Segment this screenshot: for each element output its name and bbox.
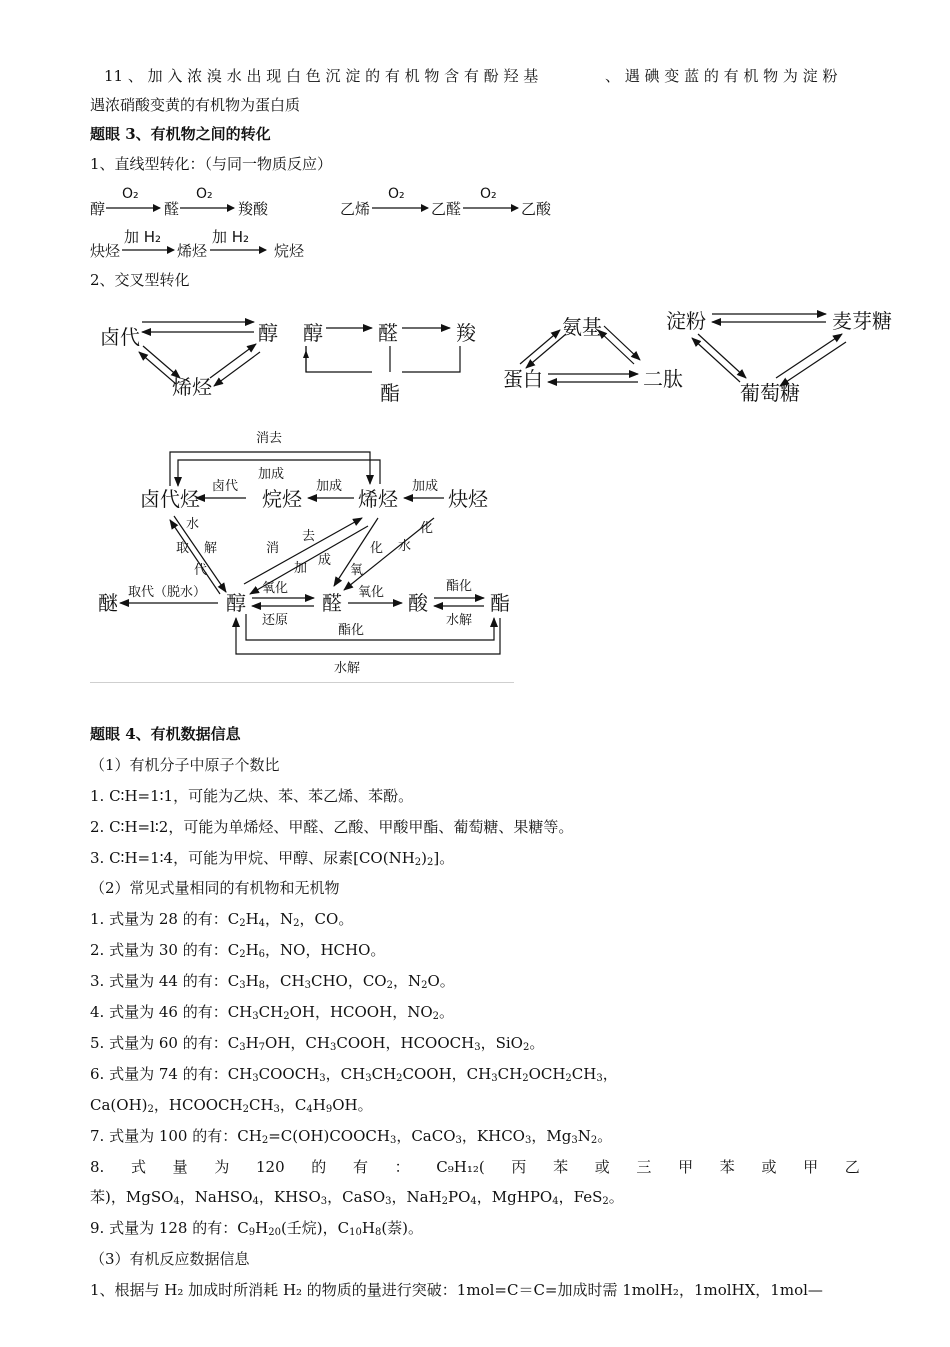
tri1-c: 烯烃 [172,375,212,399]
section4-title: 题眼 4、有机数据信息 [90,725,241,743]
net-qu: 取 [176,541,190,556]
chain3-r2: 加 H₂ [212,228,250,246]
net-oxid1: 氧化 [262,581,289,596]
organic-conversion-network [98,430,510,676]
mass-row-2: 2. 式量为 30 的有：$C_2H_6$，NO，HCHO。 [90,941,386,960]
chain1-r1: O₂ [122,186,139,202]
net-hua: 化 [370,541,384,556]
chain3-r1: 加 H₂ [124,228,162,246]
net-elim-top: 消去 [256,431,283,446]
mass-row-6: 6. 式量为 74 的有：$CH_3COOCH_3$，$CH_3CH_2COOH$，$CH_3CH_2OCH_2CH_3$， [90,1065,618,1084]
chain2-c: 乙酸 [521,200,552,218]
net-xiao: 消 [266,541,280,556]
p11-line1-left: 11 、 加 入 浓 溴 水 出 现 白 色 沉 淀 的 有 机 物 含 有 酚 羟 基 [104,67,539,85]
linear-chain-2 [340,186,552,218]
net-ether-label: 取代（脱水） [128,585,207,600]
chain3-c: 烷烃 [274,242,305,260]
net-alkane: 烷烃 [262,487,302,511]
chain1-b: 醛 [164,200,180,218]
mass-row-4: 4. 式量为 46 的有：$CH_3CH_2OH$，HCOOH，$NO_2$。 [90,1003,455,1022]
tri1-b: 醇 [258,321,278,345]
mass-row-7: 7. 式量为 100 的有：$CH_2=C(OH)COOCH_3$，CaCO$_3$，$KHCO_3$，$Mg_3N_2$。 [90,1127,613,1146]
net-esterif2: 酯化 [338,623,365,638]
triangle-starch-maltose-glucose [666,309,892,405]
net-ether: 醚 [98,591,118,615]
mass-row-3: 3. 式量为 44 的有：$C_3H_8$，$CH_3CHO$，$CO_2$，$N_2O$。 [90,972,455,991]
net-reduction: 还原 [262,613,289,628]
chain3-a: 炔烃 [90,242,121,260]
mass-row-8-cont: 苯)，MgSO$_4$，NaHSO$_4$，$KHSO_3$，CaSO$_3$，$NaH_2PO_4$，MgHPO$_4$，FeS$_2$。 [90,1188,624,1207]
chain2-a: 乙烯 [340,200,371,218]
ratio-row-1: 1. C∶H=1∶1，可能为乙炔、苯、苯乙烯、苯酚。 [90,787,414,805]
net-addition2: 加成 [412,479,439,494]
net-haloalkane: 卤代烃 [140,487,200,511]
divider [90,682,514,683]
cross-heading: 2、交叉型转化 [90,271,190,289]
net-jia: 加 [294,561,308,576]
mass-row-9: 9. 式量为 128 的有：$C_9H_{20}$(壬烷)，$C_{10}H_8$(萘)。 [90,1219,424,1238]
linear-chain-1 [90,186,269,218]
tri2-c: 羧 [456,321,476,345]
chain1-c: 羧酸 [238,200,269,218]
r3-e: ]。 [433,849,455,867]
r3-d: 2 [427,857,434,868]
reaction-heading: （3）有机反应数据信息 [90,1250,250,1268]
p11-line1-right: 、 遇 碘 变 蓝 的 有 机 物 为 淀 粉 [605,67,838,85]
mass-row-1: 1. 式量为 28 的有：$C_2H_4$，$N_2$，CO。 [90,910,354,929]
net-acid: 酸 [408,591,428,615]
chain1-r2: O₂ [196,186,213,202]
linear-chain-3 [90,228,305,260]
net-halogenation: 卤代 [212,479,239,494]
net-dai: 代 [194,563,208,578]
mass-row-8: 8. 式 量 为 120 的 有 ： C₉H₁₂( 丙 苯 或 三 甲 苯 或 甲 乙 [90,1158,860,1176]
reaction-row-1: 1、根据与 H₂ 加成时所消耗 H₂ 的物质的量进行突破：1mol=C＝C=加成时需 1molH₂，1molHX，1mol— [90,1281,823,1299]
chain1-a: 醇 [90,200,106,218]
net-cheng: 成 [318,553,332,568]
net-addition-top: 加成 [258,467,285,482]
net-yang: 氧 [350,563,364,578]
net-qu2: 去 [302,529,316,544]
triangle-amino-protein-dipeptide [503,315,683,391]
tri2-d: 酯 [380,381,400,405]
net-alkyne: 炔烃 [448,487,488,511]
chain2-b: 乙醛 [431,200,462,218]
linear-heading: 1、直线型转化：（与同一物质反应） [90,155,333,173]
tri1-a: 卤代 [100,325,140,349]
mass-row-5: 5. 式量为 60 的有：$C_3H_7OH$，$CH_3COOH$，$HCOOCH_3$，SiO$_2$。 [90,1034,545,1053]
net-alkene: 烯烃 [358,487,398,511]
r3-b: 2 [414,857,422,868]
tri3-c: 二肽 [643,367,683,391]
tri3-a: 氨基 [562,315,602,339]
tri4-b: 麦芽糖 [832,309,892,333]
net-ester: 酯 [490,591,510,615]
tri3-b: 蛋白 [503,367,543,391]
chain2-r1: O₂ [388,186,405,202]
net-alcohol: 醇 [226,591,246,615]
tri2-a: 醇 [303,321,323,345]
ratio-row-3 [90,848,454,868]
net-oxid2: 氧化 [358,585,385,600]
net-hua2: 化 [420,521,434,536]
mass-heading: （2）常见式量相同的有机物和无机物 [90,879,340,897]
r3-c: ) [421,849,428,867]
net-hydrolysis2: 水解 [334,661,361,676]
tri4-a: 淀粉 [666,309,706,333]
ratio-row-2: 2. C∶H=l∶2，可能为单烯烃、甲醛、乙酸、甲酸甲酯、葡萄糖、果糖等。 [90,818,574,836]
p11-line2: 遇浓硝酸变黄的有机物为蛋白质 [90,96,301,114]
net-jie: 解 [204,541,218,556]
triangle-haloalkane-alcohol-alkene [100,321,278,399]
r3-a: 3. C∶H=1∶4，可能为甲烷、甲醇、尿素[CO(NH [90,849,415,867]
tri4-c: 葡萄糖 [740,381,800,405]
ratio-heading: （1）有机分子中原子个数比 [90,756,280,774]
net-aldehyde: 醛 [322,591,342,615]
chain2-r2: O₂ [480,186,497,202]
net-water: 水 [186,517,200,532]
section3-title: 题眼 3、有机物之间的转化 [90,125,271,143]
net-esterif1: 酯化 [446,579,473,594]
net-addition1: 加成 [316,479,343,494]
tri2-b: 醛 [378,321,398,345]
diagram-alcohol-aldehyde-acid-ester [303,321,477,405]
mass-row-6-cont: $Ca(OH)_2$，$HCOOCH_2CH_3$，$C_4H_9OH$。 [90,1096,373,1115]
chain3-b: 烯烃 [177,242,208,260]
net-shui: 水 [398,539,412,554]
net-hydrolysis1: 水解 [446,613,473,628]
